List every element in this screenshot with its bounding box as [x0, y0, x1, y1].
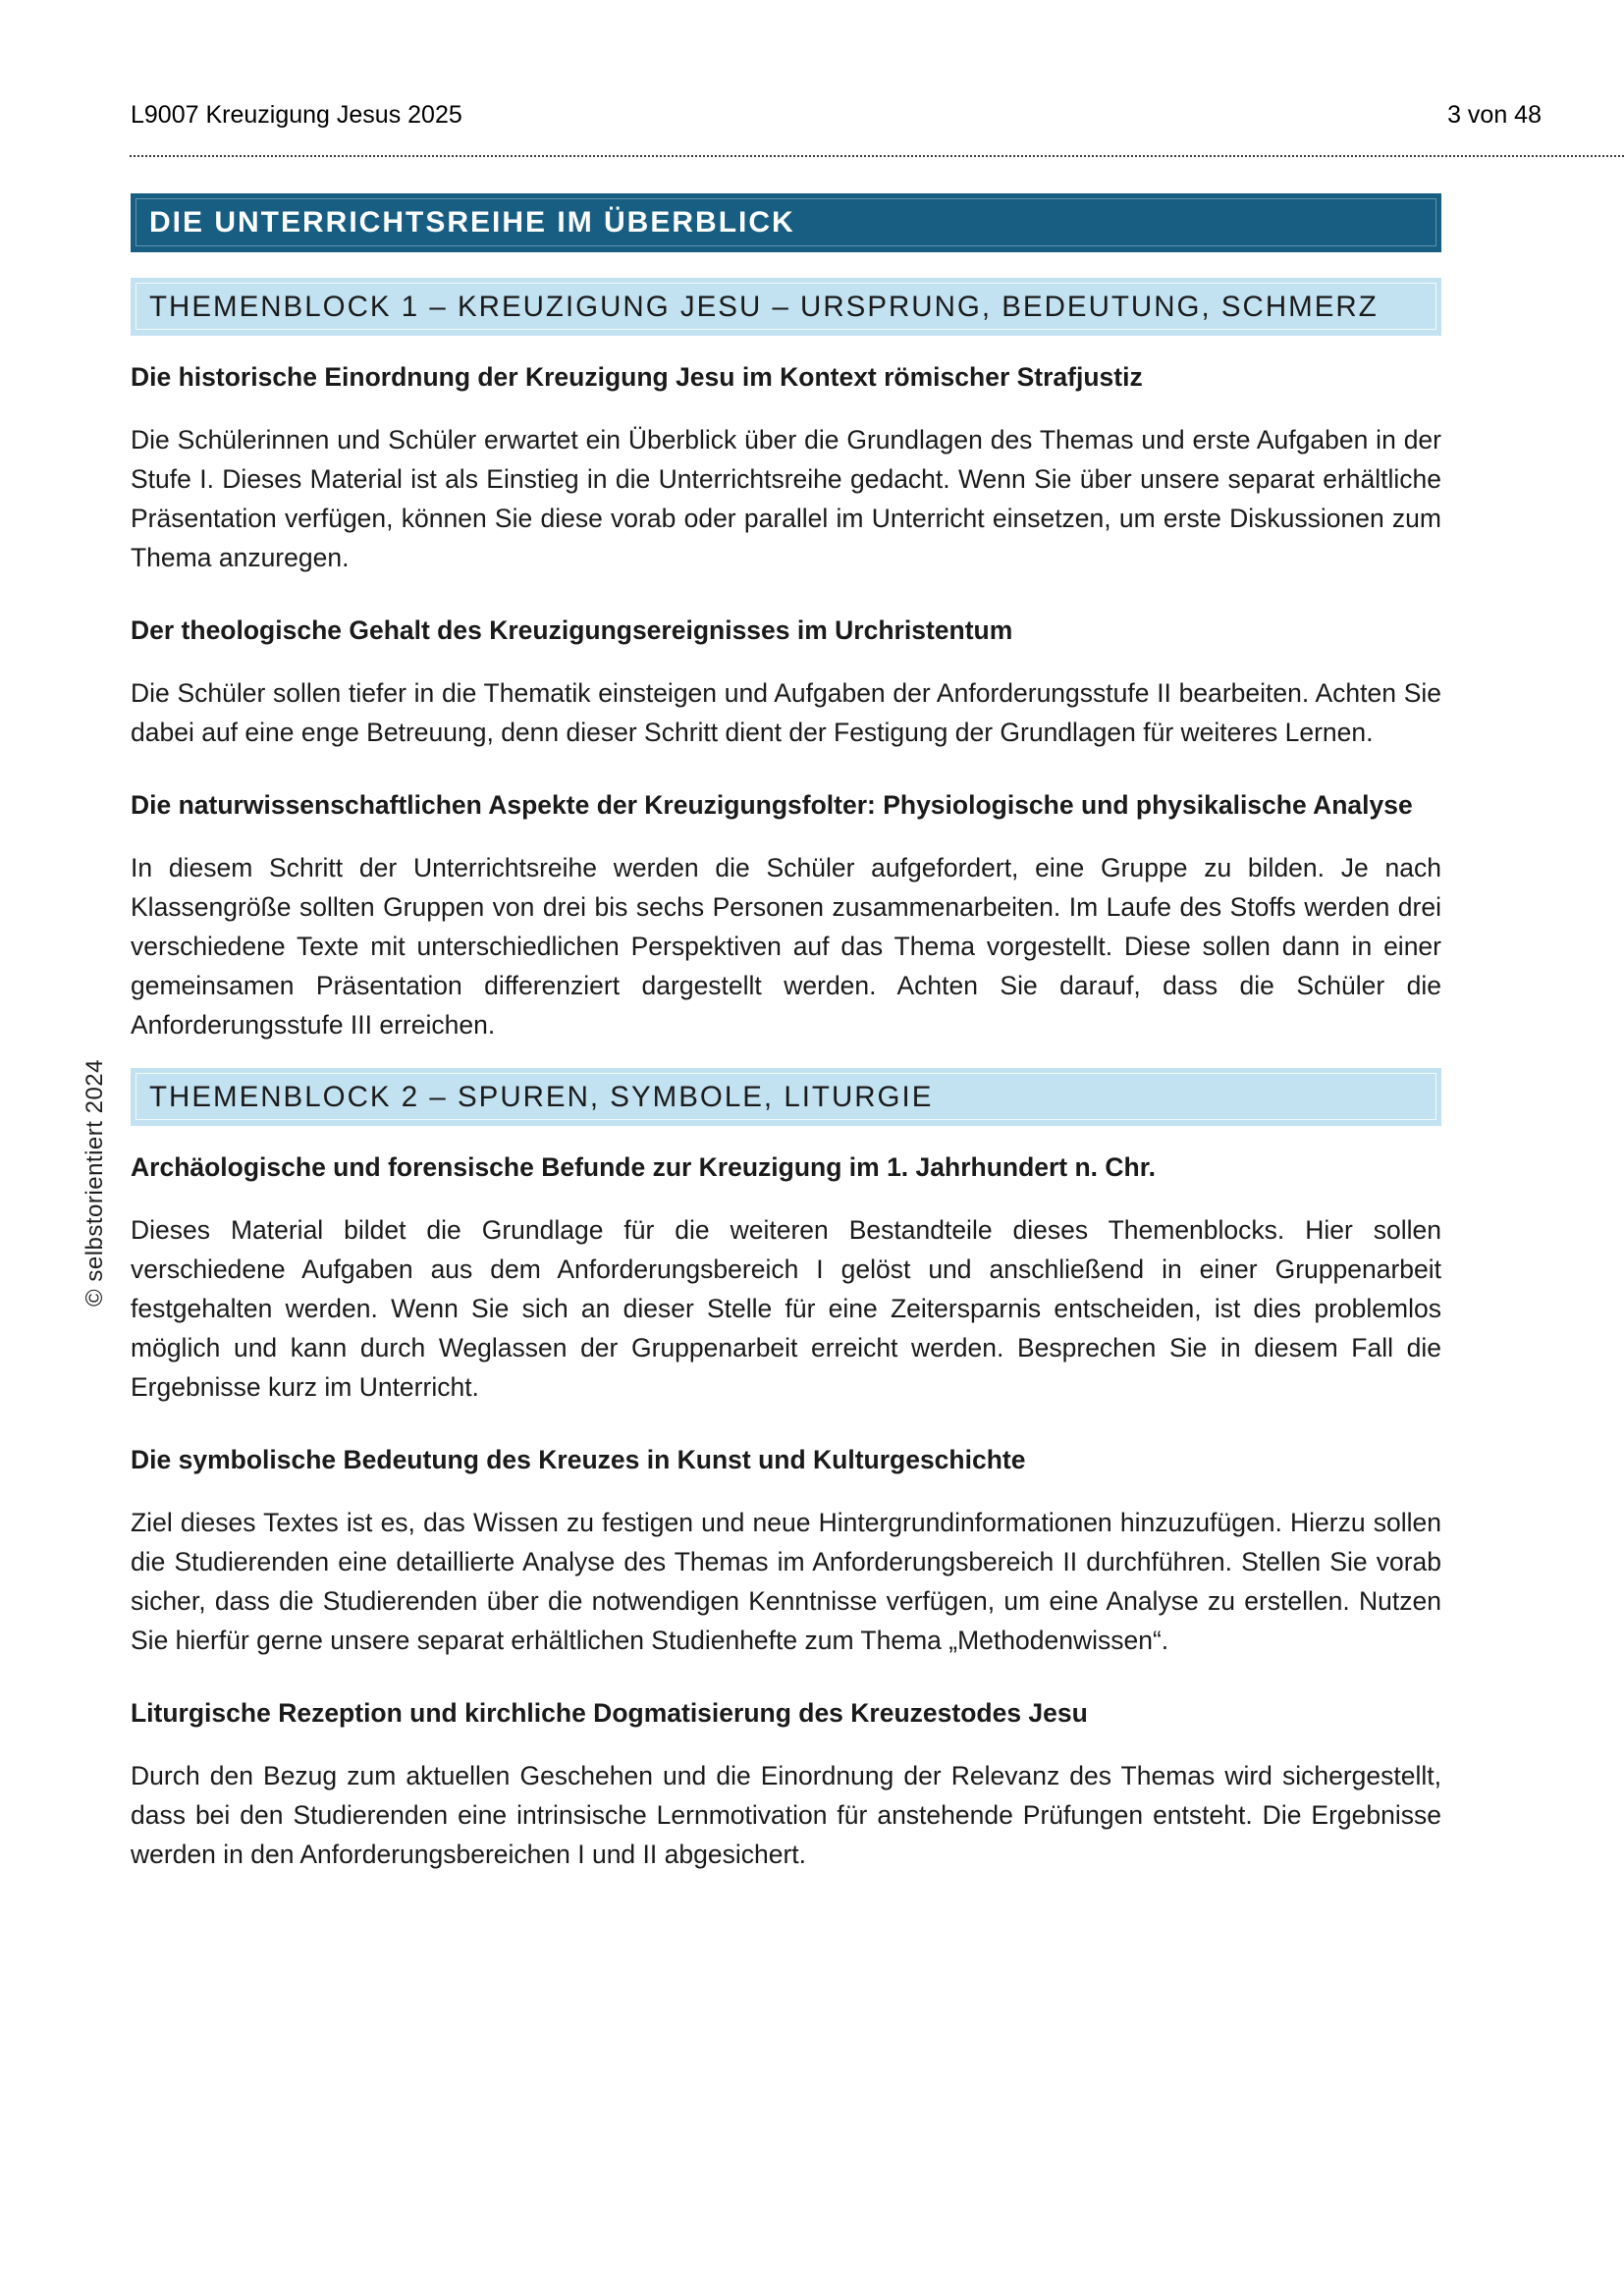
overview-title-text: DIE UNTERRICHTSREIHE IM ÜBERBLICK [149, 206, 795, 239]
section-body: Durch den Bezug zum aktuellen Geschehen und die Einordnung der Relevanz des Themas wird sichergestellt, dass bei den Studierenden eine intrinsische Lernmotivation für anstehende Prüfungen entsteht. Die Ergebnisse werden in den Anforderungsbereichen I und II abgesichert. [131, 1761, 1441, 1869]
header-page-indicator: 3 von 48 [1447, 101, 1542, 129]
section-body: Die Schüler sollen tiefer in die Thematik einsteigen und Aufgaben der Anforderungsstufe II bearbeiten. Achten Sie dabei auf eine enge Betreuung, denn dieser Schritt dient der Festigung der Grundlagen für weiteres Lernen. [131, 678, 1441, 747]
overview-title-bar [131, 193, 1441, 252]
section-body: Ziel dieses Textes ist es, das Wissen zu festigen und neue Hintergrundinformationen hinzuzufügen. Hierzu sollen die Studierenden eine detaillierte Analyse des Themas im Anforderungsbereich II durchführen. Stellen Sie vorab sicher, dass die Studierenden über die notwendigen Kenntnisse verfügen, um eine Analyse zu erstellen. Nutzen Sie hierfür gerne unsere separat erhältlichen Studienhefte zum Thema „Methodenwissen“. [131, 1508, 1441, 1655]
themenblock-2-title: THEMENBLOCK 2 – SPUREN, SYMBOLE, LITURGIE [149, 1080, 934, 1113]
section-heading: Der theologische Gehalt des Kreuzigungsereignisses im Urchristentum [131, 615, 1013, 645]
section-heading: Archäologische und forensische Befunde zur Kreuzigung im 1. Jahrhundert n. Chr. [131, 1152, 1156, 1182]
header-divider [130, 155, 1624, 157]
section-body: Die Schülerinnen und Schüler erwartet ein Überblick über die Grundlagen des Themas und erste Aufgaben in der Stufe I. Dieses Material ist als Einstieg in die Unterrichtsreihe gedacht. Wenn Sie über unsere separat erhältliche Präsentation verfügen, können Sie diese vorab oder parallel im Unterricht einsetzen, um erste Diskussionen zum Thema anzuregen. [131, 425, 1441, 572]
copyright-sidebar-text: © selbstorientiert 2024 [81, 1059, 108, 1307]
themenblock-1-title: THEMENBLOCK 1 – KREUZIGUNG JESU – URSPRUNG, BEDEUTUNG, SCHMERZ [149, 290, 1379, 323]
themenblock-2-bar [131, 1068, 1441, 1126]
section-heading: Die naturwissenschaftlichen Aspekte der Kreuzigungsfolter: Physiologische und physikalische Analyse [131, 790, 1413, 820]
section-heading: Die symbolische Bedeutung des Kreuzes in Kunst und Kulturgeschichte [131, 1445, 1026, 1474]
themenblock-1-bar [131, 278, 1441, 336]
page-header [131, 101, 1542, 130]
section-body: Dieses Material bildet die Grundlage für die weiteren Bestandteile dieses Themenblocks. Hier sollen verschiedene Aufgaben aus dem Anforderungsbereich I gelöst und anschließend in einer Gruppenarbeit festgehalten werden. Wenn Sie sich an dieser Stelle für eine Zeitersparnis entscheiden, ist dies problemlos möglich und kann durch Weglassen der Gruppenarbeit erreicht werden. Besprechen Sie in diesem Fall die Ergebnisse kurz im Unterricht. [131, 1215, 1441, 1402]
section-body: In diesem Schritt der Unterrichtsreihe werden die Schüler aufgefordert, eine Gruppe zu bilden. Je nach Klassengröße sollten Gruppen von drei bis sechs Personen zusammenarbeiten. Im Laufe des Stoffs werden drei verschiedene Texte mit unterschiedlichen Perspektiven auf das Thema vorgestellt. Diese sollen dann in einer gemeinsamen Präsentation differenziert dargestellt werden. Achten Sie darauf, dass die Schüler die Anforderungsstufe III erreichen. [131, 853, 1441, 1040]
header-doc-code: L9007 Kreuzigung Jesus 2025 [131, 101, 462, 129]
page-content [131, 193, 1441, 1874]
section-heading: Die historische Einordnung der Kreuzigung Jesu im Kontext römischer Strafjustiz [131, 362, 1143, 392]
section-heading: Liturgische Rezeption und kirchliche Dogmatisierung des Kreuzestodes Jesu [131, 1698, 1088, 1728]
